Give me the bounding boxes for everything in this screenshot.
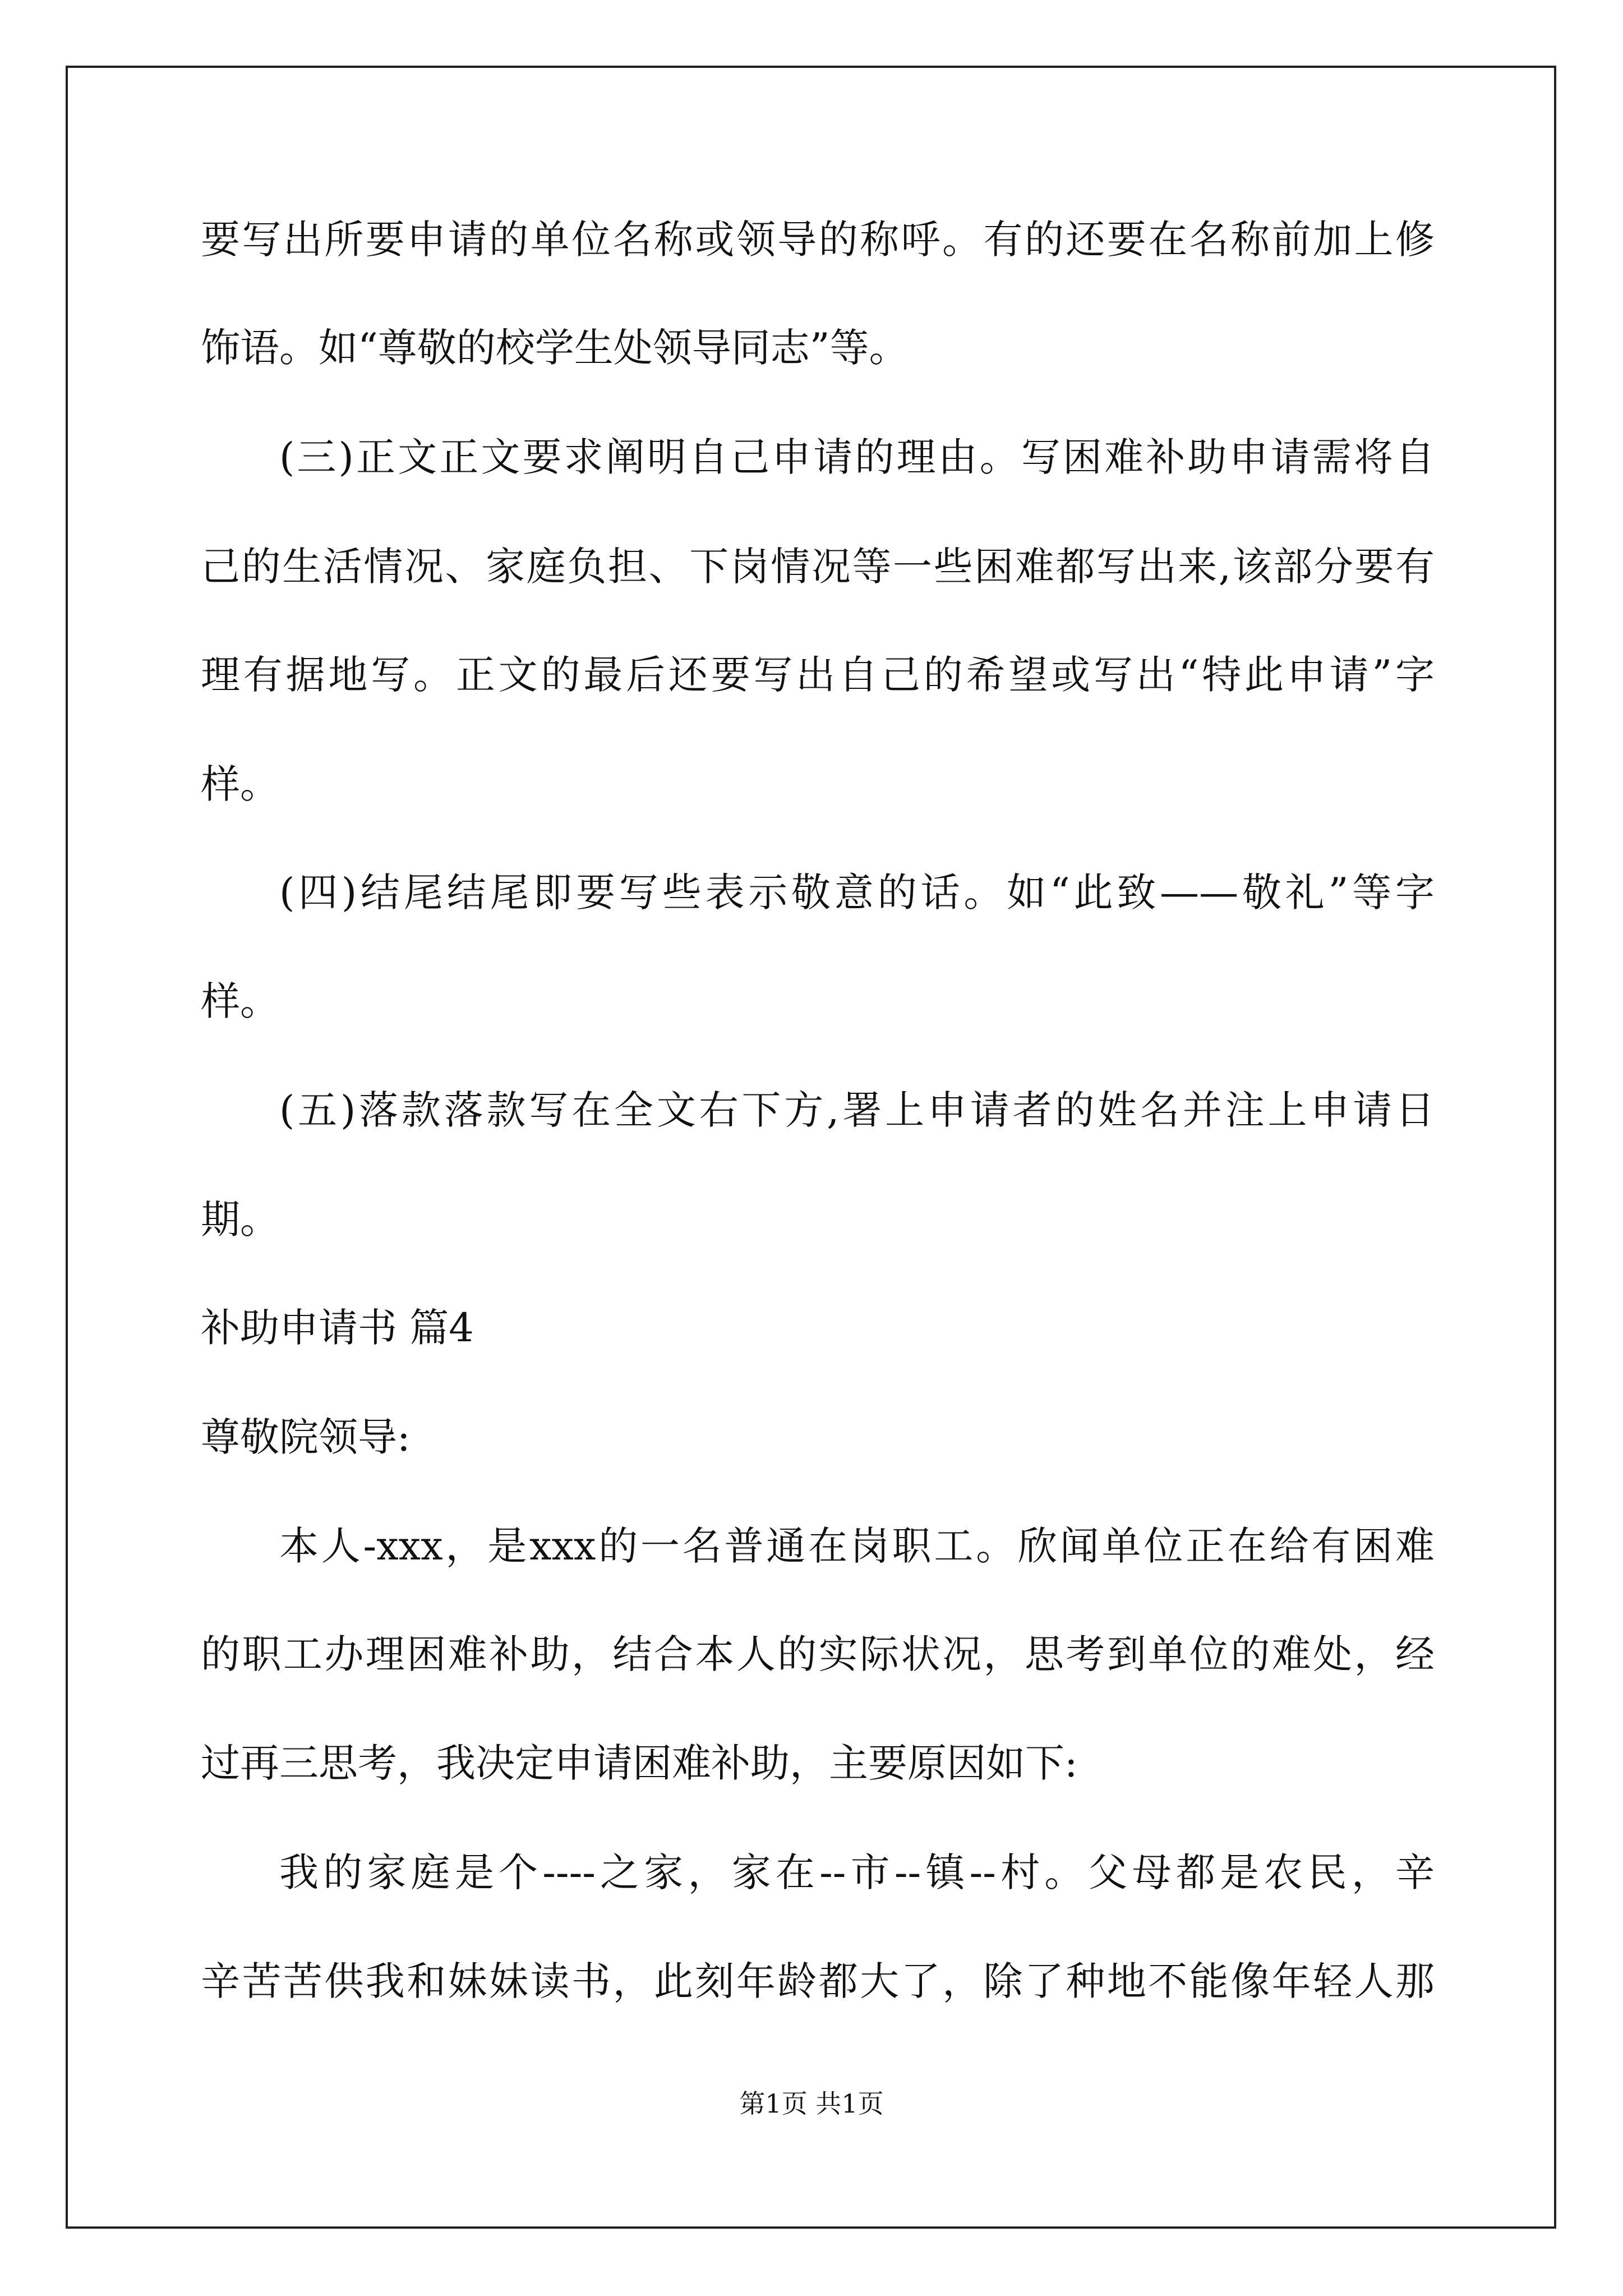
paragraph-line: 辛苦苦供我和妹妹读书，此刻年龄都大了，除了种地不能像年轻人那 <box>201 1958 1435 2004</box>
paragraph-line: 要写出所要申请的单位名称或领导的称呼。有的还要在名称前加上修 <box>201 217 1435 263</box>
paragraph-line: (四)结尾结尾即要写些表示敬意的话。如“此致——敬礼”等字 <box>279 869 1435 915</box>
paragraph-line: 样。 <box>201 761 279 807</box>
paragraph-line: 样。 <box>201 978 279 1024</box>
paragraph-line: 本人-xxx，是xxx的一名普通在岗职工。欣闻单位正在给有困难 <box>279 1523 1435 1569</box>
paragraph-line: 过再三思考，我决定申请困难补助，主要原因如下: <box>201 1740 1078 1786</box>
page-frame <box>66 66 1556 2229</box>
paragraph-line: (三)正文正文要求阐明自己申请的理由。写困难补助申请需将自 <box>279 434 1435 480</box>
salutation: 尊敬院领导: <box>201 1414 411 1460</box>
paragraph-line: 期。 <box>201 1197 279 1243</box>
paragraph-line: 的职工办理困难补助，结合本人的实际状况，思考到单位的难处，经 <box>201 1631 1435 1677</box>
paragraph-line: 己的生活情况、家庭负担、下岗情况等一些困难都写出来,该部分要有 <box>201 544 1435 590</box>
paragraph-line: 我的家庭是个----之家，家在--市--镇--村。父母都是农民，辛 <box>279 1849 1435 1895</box>
section-heading: 补助申请书 篇4 <box>201 1305 474 1351</box>
paragraph-line: 理有据地写。正文的最后还要写出自己的希望或写出“特此申请”字 <box>201 652 1435 698</box>
page-number-footer: 第1页 共1页 <box>739 2088 884 2119</box>
paragraph-line: 饰语。如“尊敬的校学生处领导同志”等。 <box>201 325 909 371</box>
paragraph-line: (五)落款落款写在全文右下方,署上申请者的姓名并注上申请日 <box>279 1087 1435 1133</box>
